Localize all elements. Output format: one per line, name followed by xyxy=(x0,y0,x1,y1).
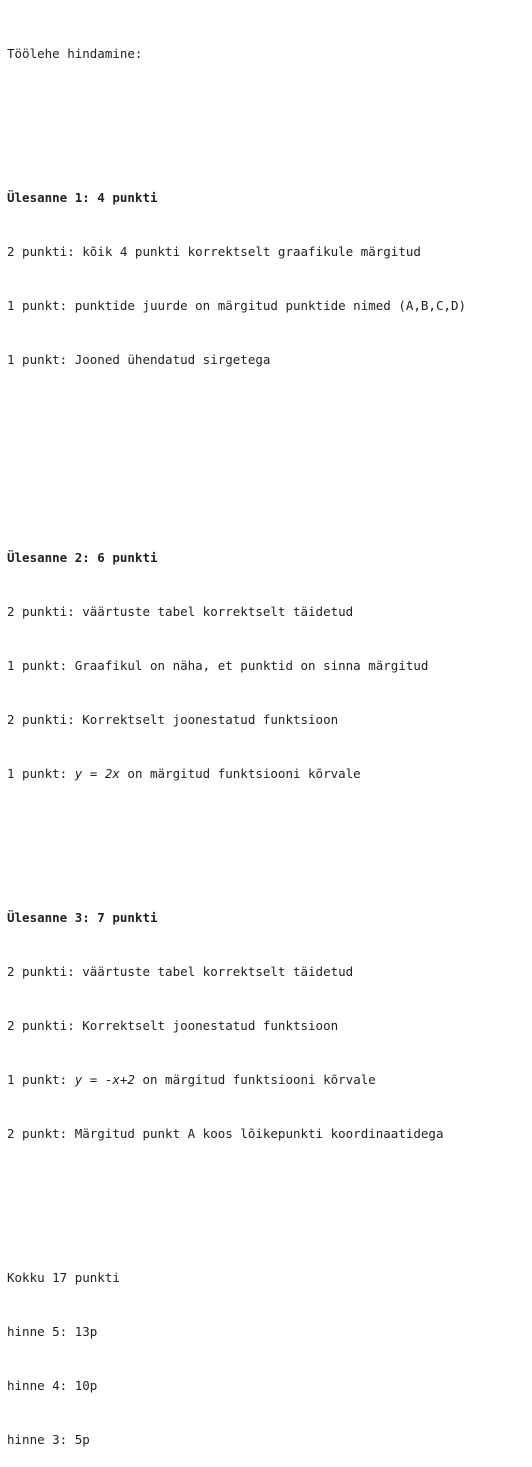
criterion-suffix: on märgitud funktsiooni kõrvale xyxy=(119,766,361,781)
grade-5: hinne 5: 13p xyxy=(7,1324,98,1339)
document-title: Töölehe hindamine: xyxy=(7,46,143,61)
spacer xyxy=(7,99,527,117)
grading-document xyxy=(7,9,527,1467)
task-2-heading: Ülesanne 2: 6 punkti xyxy=(7,550,158,565)
criterion-prefix: 1 punkt: xyxy=(7,766,75,781)
task-2-criterion-1: 2 punkti: väärtuste tabel korrektselt täidetud xyxy=(7,604,354,619)
function-formula: y = 2x xyxy=(74,766,120,781)
task-3-heading: Ülesanne 3: 7 punkti xyxy=(7,910,158,925)
task-2-criterion-2: 1 punkt: Graafikul on näha, et punktid on sinna märgitud xyxy=(7,658,429,673)
task-2-criterion-4 xyxy=(7,765,527,783)
task-3-criterion-3 xyxy=(7,1071,527,1089)
spacer xyxy=(7,819,527,837)
task-3-criterion-2: 2 punkti: Korrektselt joonestatud funktsioon xyxy=(7,1018,339,1033)
function-formula: y = -x+2 xyxy=(74,1072,135,1087)
task-1-heading: Ülesanne 1: 4 punkti xyxy=(7,190,158,205)
task-1-criterion-3: 1 punkt: Jooned ühendatud sirgetega xyxy=(7,352,271,367)
task-2-criterion-3: 2 punkti: Korrektselt joonestatud funktsioon xyxy=(7,712,339,727)
task-3-criterion-1: 2 punkti: väärtuste tabel korrektselt täidetud xyxy=(7,964,354,979)
total-points: Kokku 17 punkti xyxy=(7,1270,120,1285)
task-3-criterion-4: 2 punkt: Märgitud punkt A koos lõikepunkti koordinaatidega xyxy=(7,1126,444,1141)
task-1-criterion-2: 1 punkt: punktide juurde on märgitud punktide nimed (A,B,C,D) xyxy=(7,298,467,313)
grade-3: hinne 3: 5p xyxy=(7,1432,90,1447)
spacer xyxy=(7,1179,527,1197)
task-1-criterion-1: 2 punkti: kõik 4 punkti korrektselt graafikule märgitud xyxy=(7,244,421,259)
criterion-suffix: on märgitud funktsiooni kõrvale xyxy=(134,1072,376,1087)
spacer xyxy=(7,459,527,477)
grade-4: hinne 4: 10p xyxy=(7,1378,98,1393)
spacer xyxy=(7,405,527,423)
criterion-prefix: 1 punkt: xyxy=(7,1072,75,1087)
